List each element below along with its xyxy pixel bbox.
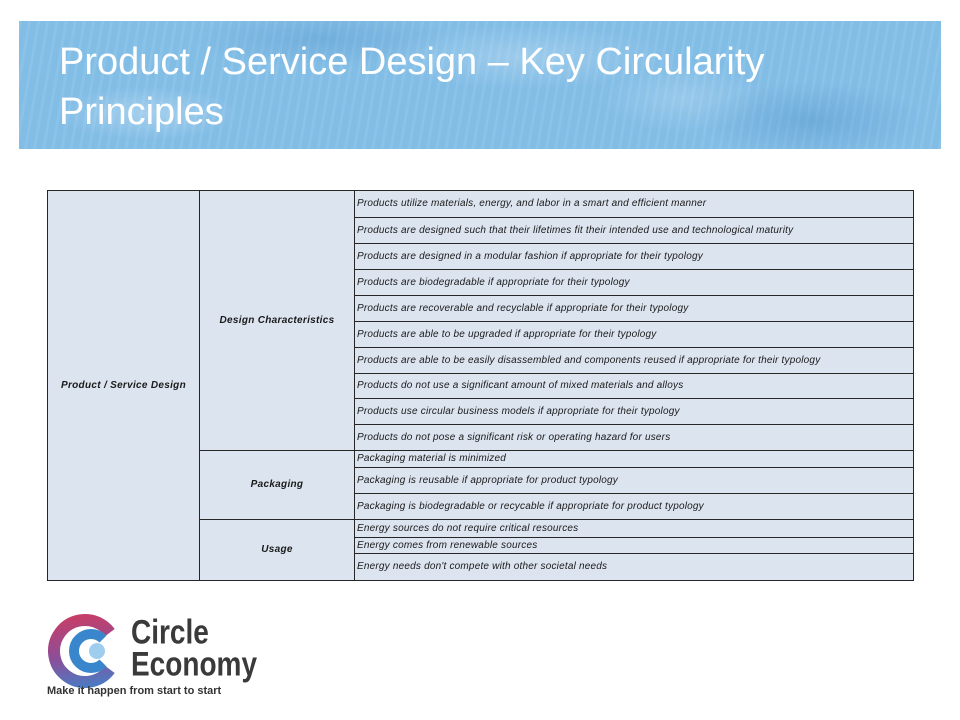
logo-outer-ring — [47, 613, 125, 689]
principle-cell: Products are recoverable and recyclable if appropriate for their typology — [355, 296, 914, 322]
principle-cell: Products are able to be upgraded if appropriate for their typology — [355, 322, 914, 348]
group-cell-usage: Usage — [200, 520, 355, 581]
principle-cell: Products do not use a significant amount of mixed materials and alloys — [355, 374, 914, 399]
logo-center-dot — [89, 643, 105, 659]
principles-table — [47, 190, 914, 581]
principle-cell: Energy needs don't compete with other societal needs — [355, 554, 914, 581]
principle-cell: Packaging material is minimized — [355, 451, 914, 468]
principle-cell: Products use circular business models if appropriate for their typology — [355, 399, 914, 425]
principle-cell: Energy comes from renewable sources — [355, 538, 914, 554]
principle-cell: Products are designed such that their lifetimes fit their intended use and technological maturity — [355, 218, 914, 244]
group-cell-packaging: Packaging — [200, 451, 355, 520]
category-cell: Product / Service Design — [48, 191, 200, 581]
principle-cell: Energy sources do not require critical resources — [355, 520, 914, 538]
principle-cell: Packaging is reusable if appropriate for product typology — [355, 468, 914, 494]
principle-cell: Products do not pose a significant risk or operating hazard for users — [355, 425, 914, 451]
title-banner — [19, 21, 941, 149]
group-cell-design-characteristics: Design Characteristics — [200, 191, 355, 451]
logo-word-circle: Circle — [131, 613, 209, 651]
circle-economy-logo-icon — [47, 613, 125, 689]
principle-cell: Packaging is biodegradable or recycable if appropriate for product typology — [355, 494, 914, 520]
circle-economy-logo — [47, 612, 259, 702]
principle-cell: Products are biodegradable if appropriate for their typology — [355, 270, 914, 296]
table-row — [48, 191, 914, 218]
principle-cell: Products are able to be easily disassembled and components reused if appropriate for their typology — [355, 348, 914, 374]
logo-word-economy: Economy — [131, 645, 258, 683]
logo-tagline: Make it happen from start to start — [47, 685, 222, 697]
page-title: Product / Service Design – Key Circularity Principles — [59, 41, 765, 133]
principle-cell: Products utilize materials, energy, and labor in a smart and efficient manner — [355, 191, 914, 218]
principle-cell: Products are designed in a modular fashion if appropriate for their typology — [355, 244, 914, 270]
